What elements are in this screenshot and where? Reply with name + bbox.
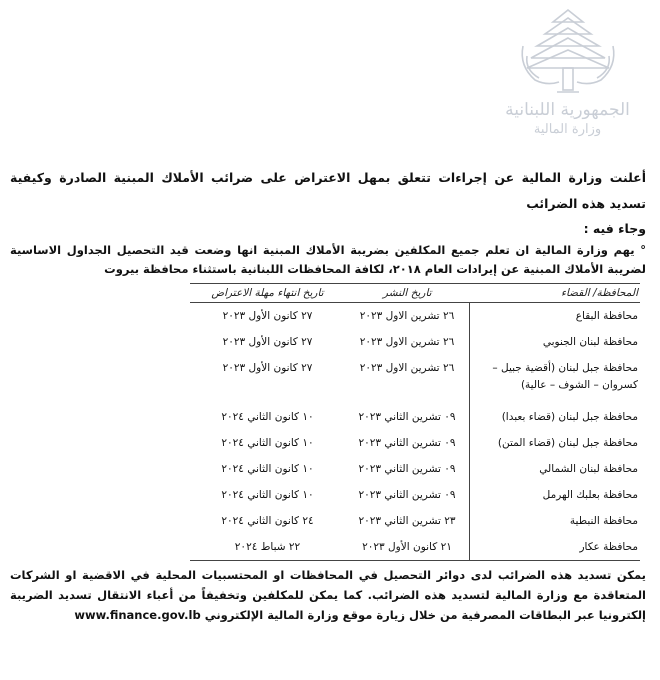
governorate-cell: محافظة عكار [470,534,641,561]
publish-date-cell: ٠٩ تشرين الثاني ٢٠٢٣ [358,411,456,423]
table-row [190,508,640,534]
payment-paragraph [10,565,646,625]
deadline-cell: ٢٧ كانون الأول ٢٠٢٣ [222,362,313,374]
header-deadline: تاريخ انتهاء مهلة الاعتراض [190,284,345,303]
publish-date-cell: ٢٣ تشرين الثاني ٢٠٢٣ [358,515,456,527]
deadline-cell: ١٠ كانون الثاني ٢٠٢٤ [221,463,314,475]
cedar-emblem-icon [513,6,623,98]
intro-text: وجاء فيه : [583,221,646,236]
governorate-cell: محافظة البقاع [470,303,641,330]
governorate-cell: محافظة لبنان الشمالي [470,456,641,482]
governorate-cell: محافظة لبنان الجنوبي [470,329,641,355]
table-row [190,404,640,430]
publish-date-cell: ٠٩ تشرين الثاني ٢٠٢٣ [358,437,456,449]
table-row [190,430,640,456]
republic-name: الجمهورية اللبنانية [505,100,630,120]
publish-date-cell: ٢٦ تشرين الاول ٢٠٢٣ [359,362,455,374]
deadline-cell: ٢٢ شباط ٢٠٢٤ [190,534,345,561]
announcement-paragraph: ° يهم وزارة المالية ان تعلم جميع المكلفين بضريبة الأملاك المبنية انها وضعت قيد التحصيل الجداول الاساسية لضريبة الأملاك المبنية عن إيرادات العام ٢٠١٨، لكافة المحافظات اللبنانية باستثناء محافظة بيروت [10,243,646,276]
publish-date-cell: ٢٦ تشرين الاول ٢٠٢٣ [359,336,455,348]
governorate-cell: محافظة جبل لبنان (قضاء المتن) [470,430,641,456]
deadline-cell: ٢٤ كانون الثاني ٢٠٢٤ [221,515,314,527]
table-row [190,355,640,404]
governorate-cell: محافظة جبل لبنان (قضاء بعبدا) [470,404,641,430]
publish-date-cell: ٢١ كانون الأول ٢٠٢٣ [345,534,470,561]
table-row [190,329,640,355]
table-header-row [190,284,640,303]
ministry-name: وزارة المالية [533,122,602,137]
deadline-cell: ١٠ كانون الثاني ٢٠٢٤ [221,411,314,423]
header-governorate: المحافظة/ القضاء [470,284,641,303]
headline: أعلنت وزارة المالية عن إجراءات تتعلق بمهل الاعتراض على ضرائب الأملاك المبنية الصادرة وكيفية تسديد هذه الضرائب [10,170,646,211]
table-row [190,456,640,482]
publish-date-cell: ٠٩ تشرين الثاني ٢٠٢٣ [358,489,456,501]
table-row [190,534,640,561]
payment-text: يمكن تسديد هذه الضرائب لدى دوائر التحصيل في المحافظات او المحتسبيات المحلية في الاقضية او الشركات المتعاقدة مع وزارة المالية لتسديد هذه الضرائب. كما يمكن للمكلفين وتخفيفاً من أعباء الانتقال تسديد الضريبة إلكترونيا عبر البطاقات المصرفية من خلال زيارة موقع وزارة المالية الإلكتروني [10,568,646,622]
deadline-cell: ٢٧ كانون الأول ٢٠٢٣ [222,310,313,322]
governorate-cell: محافظة بعلبك الهرمل [470,482,641,508]
header-publish-date: تاريخ النشر [345,284,470,303]
deadline-cell: ٢٧ كانون الأول ٢٠٢٣ [222,336,313,348]
deadlines-table [190,283,640,561]
publish-date-cell: ٠٩ تشرين الثاني ٢٠٢٣ [358,463,456,475]
publish-date-cell: ٢٦ تشرين الاول ٢٠٢٣ [359,310,455,322]
document-body [10,165,646,625]
deadline-cell: ١٠ كانون الثاني ٢٠٢٤ [221,489,314,501]
table-row [190,482,640,508]
ministry-logo [505,6,630,141]
governorate-cell: محافظة النبطية [470,508,641,534]
governorate-cell: محافظة جبل لبنان (أقضية جبيل – كسروان – الشوف – عالية) [470,355,641,404]
ministry-website-link[interactable]: www.finance.gov.lb [74,608,201,622]
table-row [190,303,640,330]
deadline-cell: ١٠ كانون الثاني ٢٠٢٤ [221,437,314,449]
